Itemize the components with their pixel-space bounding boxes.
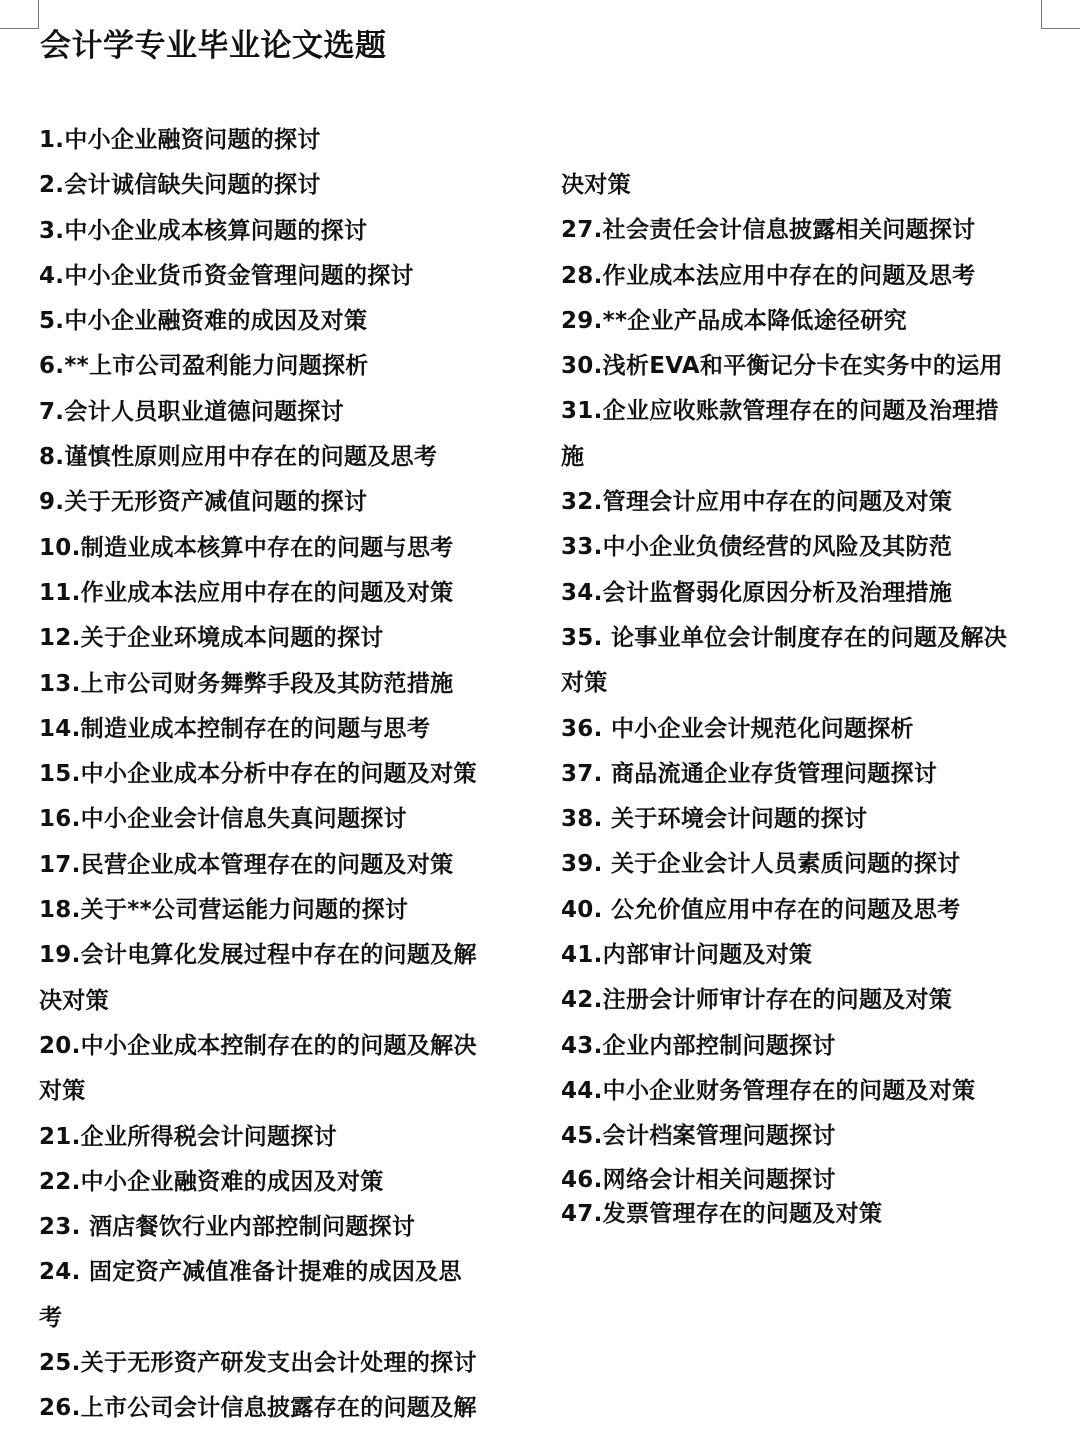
topic-line: 46.网络会计相关问题探讨 <box>561 1166 836 1193</box>
topic-line: 25.关于无形资产研发支出会计处理的探讨 <box>39 1350 477 1377</box>
topic-line: 15.中小企业成本分析中存在的问题及对策 <box>39 761 477 788</box>
topic-line: 41.内部审计问题及对策 <box>561 942 813 969</box>
topic-line: 对策 <box>39 1078 86 1105</box>
topic-line: 决对策 <box>561 172 631 198</box>
topic-line: 39. 关于企业会计人员素质问题的探讨 <box>561 851 961 878</box>
topic-line: 44.中小企业财务管理存在的问题及对策 <box>561 1077 976 1104</box>
topic-line: 32.管理会计应用中存在的问题及对策 <box>561 489 953 516</box>
topic-line: 47.发票管理存在的问题及对策 <box>561 1200 883 1227</box>
topic-line: 35. 论事业单位会计制度存在的问题及解决 <box>561 624 1008 651</box>
topic-line: 22.中小企业融资难的成因及对策 <box>39 1168 384 1195</box>
topic-line: 9.关于无形资产减值问题的探讨 <box>39 489 368 516</box>
topic-line: 19.会计电算化发展过程中存在的问题及解 <box>39 942 477 969</box>
topic-line: 决对策 <box>39 987 109 1014</box>
right-topic-column <box>561 163 1046 1231</box>
topic-line: 16.中小企业会计信息失真问题探讨 <box>39 806 407 833</box>
document-title: 会计学专业毕业论文选题 <box>40 28 387 64</box>
topic-line: 45.会计档案管理问题探讨 <box>561 1123 836 1150</box>
topic-line: 13.上市公司财务舞弊手段及其防范措施 <box>39 670 454 697</box>
topic-line: 33.中小企业负债经营的风险及其防范 <box>561 534 953 561</box>
topic-line: 23. 酒店餐饮行业内部控制问题探讨 <box>39 1214 416 1241</box>
topic-line: 28.作业成本法应用中存在的问题及思考 <box>561 262 976 289</box>
topic-line: 10.制造业成本核算中存在的问题与思考 <box>39 534 454 561</box>
topic-line: 30.浅析EVA和平衡记分卡在实务中的运用 <box>561 353 1003 380</box>
crop-mark-top-right <box>1041 0 1080 29</box>
topic-line: 施 <box>561 443 585 470</box>
left-topic-column <box>39 118 519 1432</box>
topic-line: 31.企业应收账款管理存在的问题及治理措 <box>561 398 999 425</box>
topic-line: 20.中小企业成本控制存在的的问题及解决 <box>39 1032 477 1059</box>
topic-line: 37. 商品流通企业存货管理问题探讨 <box>561 760 938 787</box>
topic-line: 18.关于**公司营运能力问题的探讨 <box>39 897 409 924</box>
topic-line: 26.上市公司会计信息披露存在的问题及解 <box>39 1395 477 1422</box>
topic-line: 43.企业内部控制问题探讨 <box>561 1032 836 1059</box>
topic-line: 8.谨慎性原则应用中存在的问题及思考 <box>39 444 438 471</box>
topic-line: 42.注册会计师审计存在的问题及对策 <box>561 987 953 1014</box>
topic-line: 7.会计人员职业道德问题探讨 <box>39 398 344 425</box>
topic-line: 21.企业所得税会计问题探讨 <box>39 1123 337 1150</box>
topic-line: 对策 <box>561 670 608 697</box>
topic-line: 12.关于企业环境成本问题的探讨 <box>39 625 384 652</box>
topic-line: 5.中小企业融资难的成因及对策 <box>39 308 368 335</box>
topic-line: 29.**企业产品成本降低途径研究 <box>561 307 907 334</box>
topic-line: 24. 固定资产减值准备计提难的成因及思 <box>39 1259 462 1286</box>
topic-line: 14.制造业成本控制存在的问题与思考 <box>39 715 431 742</box>
topic-line: 17.民营企业成本管理存在的问题及对策 <box>39 851 454 878</box>
topic-line: 3.中小企业成本核算问题的探讨 <box>39 217 368 244</box>
topic-line: 34.会计监督弱化原因分析及治理措施 <box>561 579 953 606</box>
topic-line: 38. 关于环境会计问题的探讨 <box>561 806 868 833</box>
topic-line: 1.中小企业融资问题的探讨 <box>39 127 321 153</box>
topic-line: 4.中小企业货币资金管理问题的探讨 <box>39 262 414 289</box>
topic-line: 27.社会责任会计信息披露相关问题探讨 <box>561 217 976 244</box>
topic-line: 36. 中小企业会计规范化问题探析 <box>561 715 914 742</box>
topic-line: 2.会计诚信缺失问题的探讨 <box>39 172 321 199</box>
topic-line: 6.**上市公司盈利能力问题探析 <box>39 353 369 380</box>
topic-line: 考 <box>39 1304 63 1331</box>
crop-mark-top-left <box>0 0 39 29</box>
topic-line: 11.作业成本法应用中存在的问题及对策 <box>39 579 454 606</box>
topic-line: 40. 公允价值应用中存在的问题及思考 <box>561 896 961 923</box>
